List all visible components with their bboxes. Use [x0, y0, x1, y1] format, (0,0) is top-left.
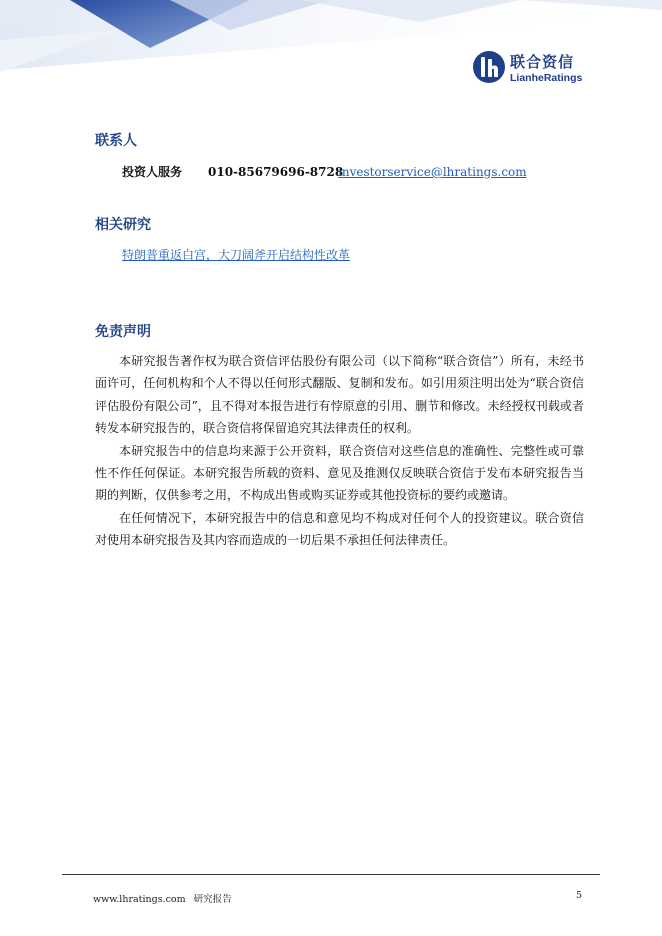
- related-heading: 相关研究: [95, 217, 151, 233]
- disclaimer-paragraph: 本研究报告中的信息均来源于公开资料，联合资信对这些信息的准确性、完整性或可靠性不作任何保证。本研究报告所载的资料、意见及推测仅反映联合资信于发布本研究报告当期的判断，仅供参考之用，不构成出售或购买证券或其他投资标的要约或邀请。: [95, 443, 584, 503]
- logo-chinese-name: 联合资信: [510, 53, 575, 71]
- page-number: 5: [576, 890, 583, 901]
- contact-email-link[interactable]: investorservice@lhratings.com: [338, 165, 527, 179]
- footer-left: [93, 891, 232, 905]
- logo-english-name: LianheRatings: [510, 72, 583, 84]
- footer-doc-type: 研究报告: [193, 894, 232, 905]
- disclaimer-body: [95, 350, 584, 552]
- contact-phone: 010-85679696-8728: [208, 165, 344, 179]
- contact-heading: 联系人: [95, 133, 137, 149]
- contact-label: 投资人服务: [122, 165, 183, 179]
- disclaimer-heading: 免责声明: [95, 324, 151, 340]
- disclaimer-paragraph: 本研究报告著作权为联合资信评估股份有限公司（以下简称“联合资信”）所有，未经书面许可，任何机构和个人不得以任何形式翻版、复制和发布。如引用须注明出处为“联合资信评估股份有限公司”，且不得对本报告进行有悖原意的引用、删节和修改。未经授权刊载或者转发本研究报告的，联合资信将保留追究其法律责任的权利。: [95, 354, 584, 436]
- footer-divider: [62, 874, 600, 875]
- footer-website: www.lhratings.com: [93, 894, 186, 905]
- lianhe-logo-icon: [472, 50, 506, 84]
- contact-row: [122, 163, 527, 180]
- disclaimer-paragraph: 在任何情况下，本研究报告中的信息和意见均不构成对任何个人的投资建议。联合资信对使用本研究报告及其内容而造成的一切后果不承担任何法律责任。: [95, 510, 584, 548]
- related-research-link[interactable]: 特朗普重返白宫，大刀阔斧开启结构性改革: [122, 248, 351, 262]
